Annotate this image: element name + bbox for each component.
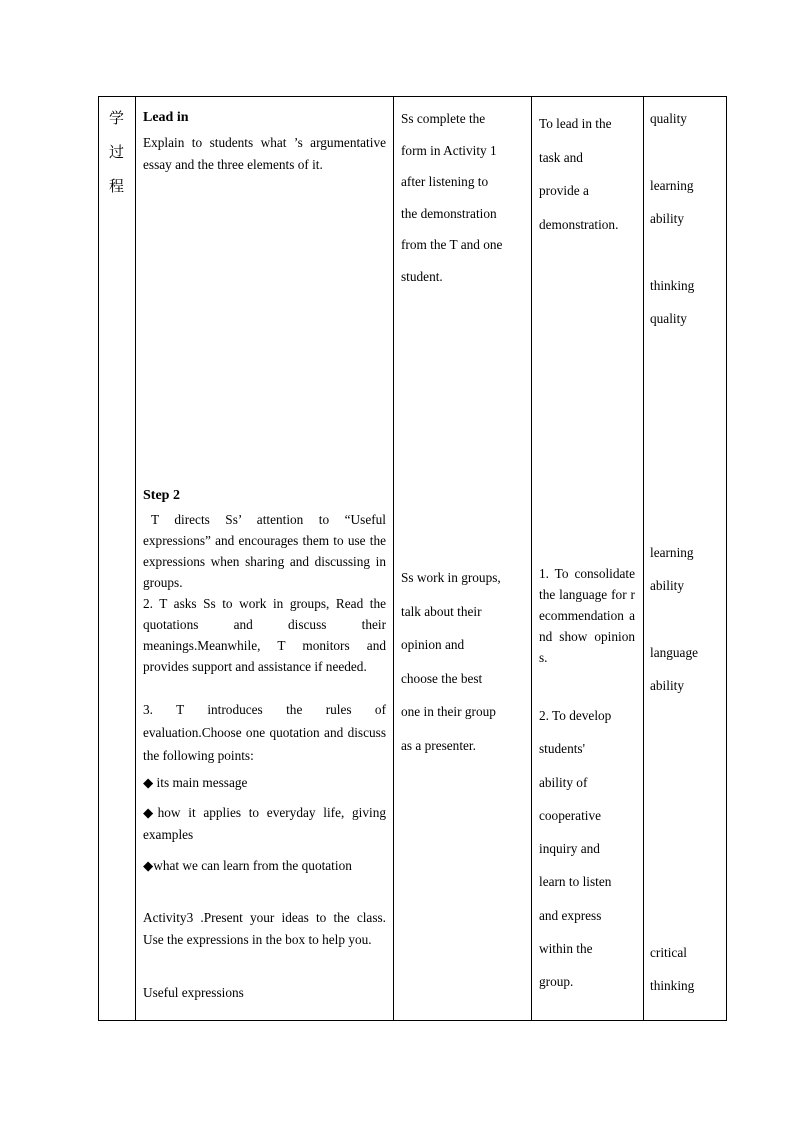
vertical-label-char: 程 bbox=[109, 179, 125, 195]
useful-expressions-label: Useful expressions bbox=[143, 985, 244, 1000]
lesson-table bbox=[98, 96, 727, 1021]
step2-title: Step 2 bbox=[143, 488, 180, 503]
competency-item: ability bbox=[650, 578, 684, 593]
activity3-text: Activity3 .Present your ideas to the class. Use the expressions in the box to help you. bbox=[143, 910, 386, 947]
competency-item: quality bbox=[650, 111, 687, 126]
student-activity-bottom: Ss work in groups, talk about their opinion and choose the best one in their group as a presenter. bbox=[401, 570, 501, 753]
competency-column bbox=[643, 97, 728, 1020]
competency-item: learning bbox=[650, 545, 694, 560]
process-label-column bbox=[99, 97, 135, 1020]
bullet-item: ◆ its main message bbox=[143, 775, 248, 790]
step2-paragraph-1: T directs Ss’ attention to “Useful expressions” and encourages them to use the expressions when sharing and discussing in groups. bbox=[143, 512, 386, 590]
lead-in-text: Explain to students what ’s argumentative essay and the three elements of it. bbox=[143, 135, 386, 172]
bullet-item: ◆what we can learn from the quotation bbox=[143, 858, 352, 873]
competency-item: critical bbox=[650, 945, 687, 960]
competency-item: learning bbox=[650, 178, 694, 193]
competency-item: thinking bbox=[650, 978, 695, 993]
purpose-column bbox=[531, 97, 643, 1020]
purpose-bottom: 2. To develop students' ability of cooperative inquiry and learn to listen and express within the group. bbox=[539, 708, 612, 990]
purpose-top: To lead in the task and provide a demonstration. bbox=[539, 116, 619, 232]
student-activity-top: Ss complete the form in Activity 1 after listening to the demonstration from the T and one student. bbox=[401, 111, 503, 284]
step2-paragraph-2: 2. T asks Ss to work in groups, Read the quotations and discuss their meanings.Meanwhile, T monitors and provides support and assistance if needed. bbox=[143, 596, 386, 674]
step2-paragraph-3: 3. T introduces the rules of evaluation.Choose one quotation and discuss the following points: bbox=[143, 702, 386, 763]
vertical-label-char: 过 bbox=[109, 145, 125, 161]
competency-item: language bbox=[650, 645, 698, 660]
student-activity-column bbox=[393, 97, 531, 1020]
vertical-label-char: 学 bbox=[109, 111, 125, 127]
competency-item: thinking bbox=[650, 278, 695, 293]
bullet-item: ◆how it applies to everyday life, giving examples bbox=[143, 805, 386, 842]
competency-item: ability bbox=[650, 678, 684, 693]
competency-item: quality bbox=[650, 311, 687, 326]
competency-item: ability bbox=[650, 211, 684, 226]
purpose-mid: 1. To consolidate the language for recommendation and show opinions. bbox=[539, 566, 635, 665]
teacher-activity-column bbox=[135, 97, 393, 1020]
lead-in-title: Lead in bbox=[143, 110, 189, 125]
